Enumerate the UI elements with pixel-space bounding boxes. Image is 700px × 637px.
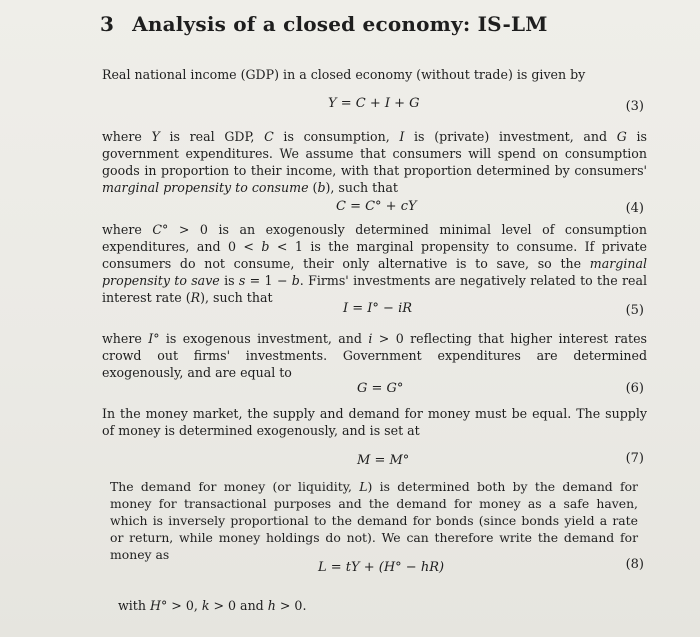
equation-number-4: (4) <box>625 201 644 216</box>
equation-8: L = tY + (H° − hR) <box>318 560 445 575</box>
paragraph-money-demand: The demand for money (or liquidity, L) is determined both by the demand for money for transactional purposes and the demand for money as a safe haven, which is inversely proportional to the demand for bonds (since bonds yield a rate or return, while money holdings do not). We can therefore write the demand for money as <box>110 479 638 562</box>
section-title: Analysis of a closed economy: IS-LM <box>132 12 548 36</box>
equation-6: G = G° <box>357 381 404 396</box>
equation-7: M = M° <box>357 453 410 468</box>
paragraph-consumption: where C° > 0 is an exogenously determined minimal level of consumption expenditures, and 0 < b < 1 is the marginal propensity to consume. If private consumers do not consume, their only alternative is to save, so the marginal propensity to save is s = 1 − b. Firms' investments are negatively related to the real interest rate (R), such that <box>102 222 647 305</box>
equation-number-5: (5) <box>625 303 644 318</box>
equation-number-8: (8) <box>625 557 644 572</box>
equation-number-6: (6) <box>625 381 644 396</box>
paragraph-definitions: where Y is real GDP, C is consumption, I is (private) investment, and G is government expenditures. We assume that consumers will spend on consumption goods in proportion to their income, with that proportion determined by consumers' marginal propensity to consume (b), such that <box>102 129 648 195</box>
equation-number-7: (7) <box>625 451 644 466</box>
equation-4: C = C° + cY <box>336 199 417 214</box>
equation-number-3: (3) <box>625 99 644 114</box>
section-heading <box>100 12 548 36</box>
equation-5: I = I° − iR <box>343 301 413 316</box>
section-number: 3 <box>100 12 115 36</box>
paragraph-conditions: with H° > 0, k > 0 and h > 0. <box>118 598 307 613</box>
paragraph-intro: Real national income (GDP) in a closed economy (without trade) is given by <box>102 67 586 82</box>
paragraph-money-supply: In the money market, the supply and demand for money must be equal. The supply of money is determined exogenously, and is set at <box>102 406 647 438</box>
equation-3: Y = C + I + G <box>328 96 420 111</box>
paragraph-investment: where I° is exogenous investment, and i > 0 reflecting that higher interest rates crowd out firms' investments. Government expenditures are determined exogenously, and are equal to <box>102 331 647 380</box>
